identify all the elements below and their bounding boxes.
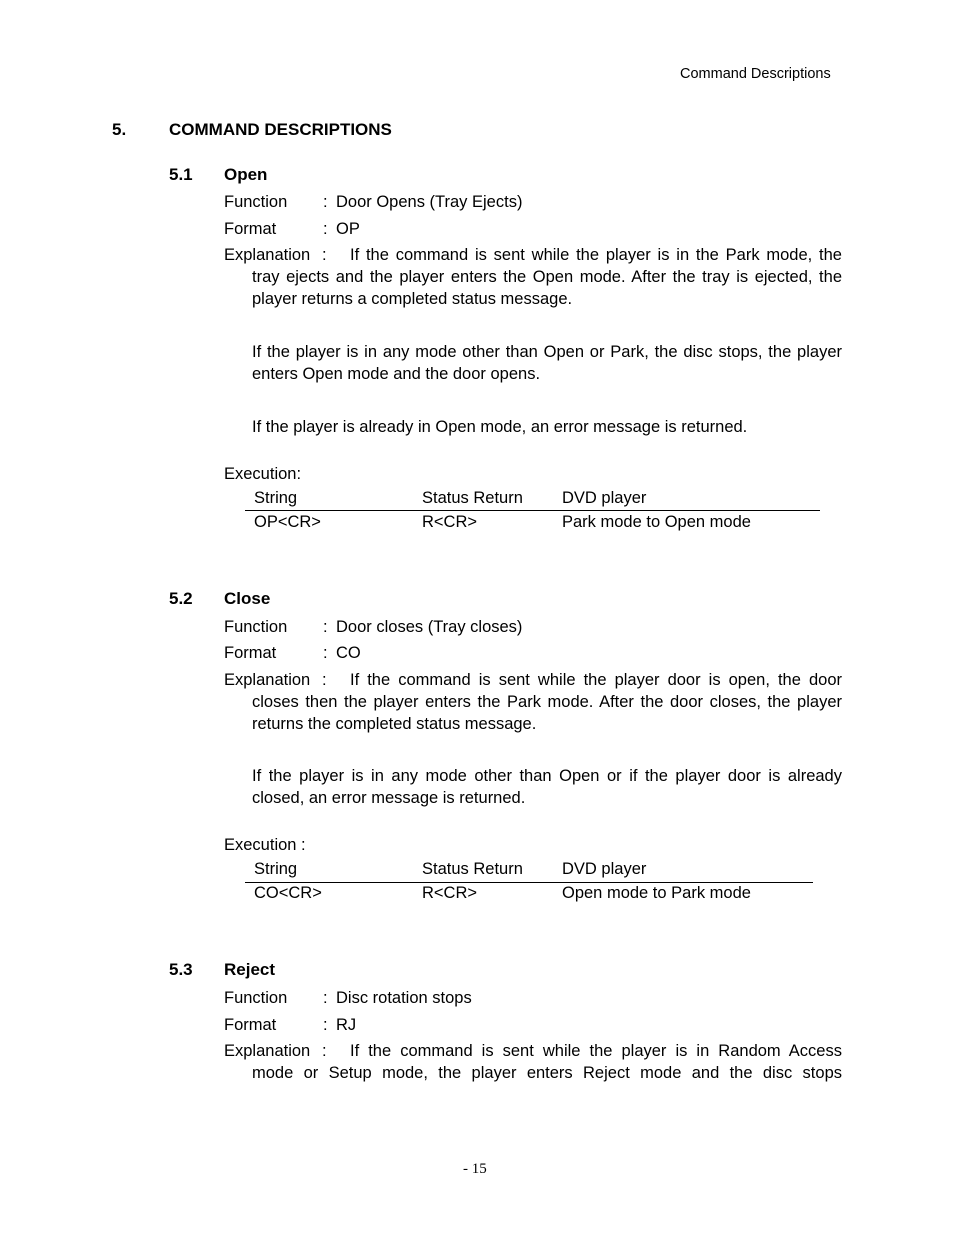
table-cell-string: OP<CR> [254, 513, 321, 531]
chapter-number: 5. [112, 120, 127, 139]
function-label: Function [224, 989, 288, 1007]
function-label: Function [224, 193, 288, 211]
table-header-status: Status Return [422, 860, 523, 878]
explanation-text: mode or Setup mode, the player enters Reject mode and the disc stops [252, 1064, 842, 1082]
explanation-paragraph: If the player is in any mode other than Open or Park, the disc stops, the player enters Open mode and the door opens. [252, 343, 842, 383]
table-header-player: DVD player [562, 489, 647, 507]
section-title: Close [224, 589, 271, 608]
table-header-string: String [254, 860, 298, 878]
table-cell-player: Park mode to Open mode [562, 513, 751, 531]
execution-label: Execution: [224, 465, 302, 483]
format-label: Format [224, 644, 277, 662]
explanation-label: Explanation [224, 1042, 311, 1060]
explanation-first-line: If the command is sent while the player door is open, the door [350, 671, 842, 689]
explanation-first-line: If the command is sent while the player is in Random Access [350, 1042, 842, 1060]
table-header-string: String [254, 489, 298, 507]
running-header: Command Descriptions [680, 66, 831, 82]
format-value: CO [336, 644, 361, 662]
explanation-text: closes then the player enters the Park mode. After the door closes, the player returns the completed status message. [252, 693, 842, 733]
section-number: 5.3 [169, 960, 193, 979]
table-cell-status: R<CR> [422, 884, 478, 902]
format-value: RJ [336, 1016, 357, 1034]
colon: : [323, 220, 328, 238]
explanation-paragraph: If the player is already in Open mode, an error message is returned. [252, 418, 748, 436]
chapter-title: COMMAND DESCRIPTIONS [169, 120, 392, 139]
table-cell-player: Open mode to Park mode [562, 884, 751, 902]
function-value: Door closes (Tray closes) [336, 618, 523, 636]
table-cell-status: R<CR> [422, 513, 478, 531]
function-value: Disc rotation stops [336, 989, 472, 1007]
section-number: 5.2 [169, 589, 193, 608]
section-title: Open [224, 165, 268, 184]
explanation-label: Explanation [224, 671, 311, 689]
table-header-player: DVD player [562, 860, 647, 878]
colon: : [323, 989, 328, 1007]
execution-label: Execution : [224, 836, 306, 854]
explanation-paragraph: If the player is in any mode other than Open or if the player door is already closed, an error message is returned. [252, 767, 842, 807]
format-label: Format [224, 220, 277, 238]
colon: : [323, 193, 328, 211]
colon: : [322, 246, 327, 264]
section-number: 5.1 [169, 165, 193, 184]
colon: : [322, 1042, 327, 1060]
colon: : [323, 618, 328, 636]
table-header-status: Status Return [422, 489, 523, 507]
colon: : [322, 671, 327, 689]
table-cell-string: CO<CR> [254, 884, 322, 902]
colon: : [323, 1016, 328, 1034]
function-label: Function [224, 618, 288, 636]
format-label: Format [224, 1016, 277, 1034]
explanation-first-line: If the command is sent while the player is in the Park mode, the [350, 246, 842, 264]
explanation-text: tray ejects and the player enters the Open mode. After the tray is ejected, the player returns a completed status message. [252, 268, 842, 308]
format-value: OP [336, 220, 360, 238]
section-title: Reject [224, 960, 276, 979]
explanation-label: Explanation [224, 246, 311, 264]
function-value: Door Opens (Tray Ejects) [336, 193, 523, 211]
page-number: - 15 [463, 1161, 487, 1177]
colon: : [323, 644, 328, 662]
